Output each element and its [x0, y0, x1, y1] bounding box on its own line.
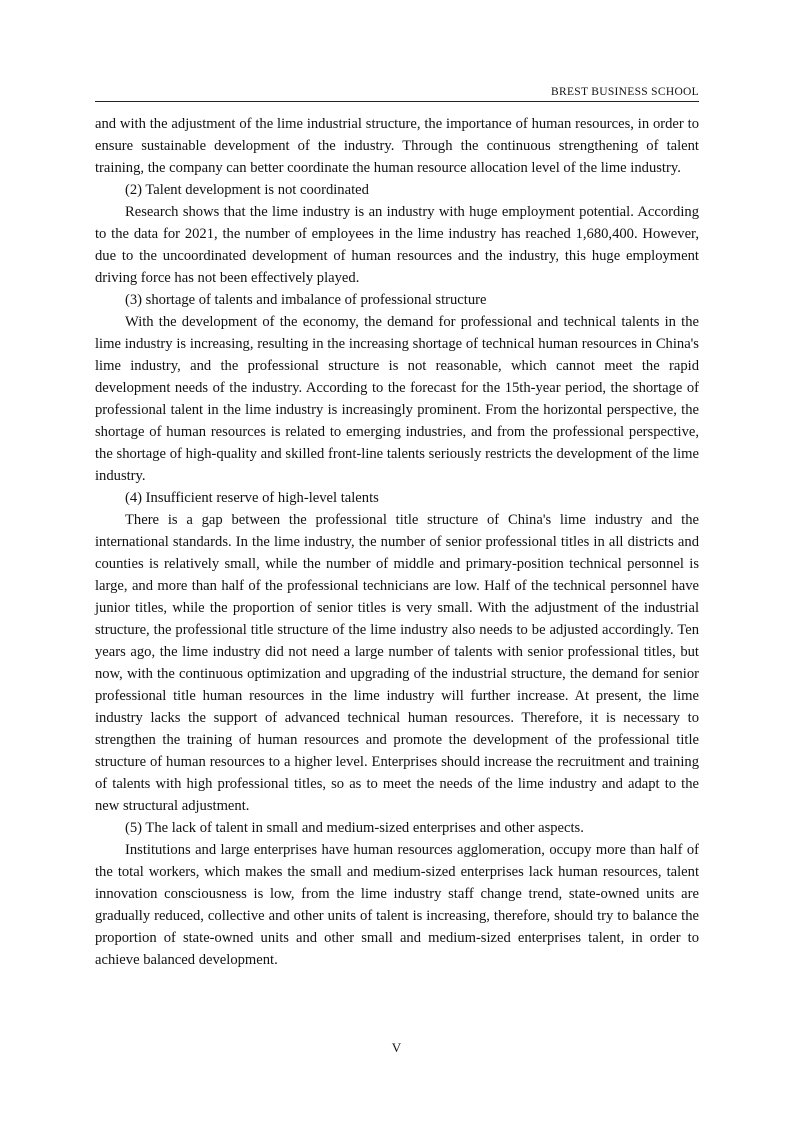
section-heading-high-level-talents: (4) Insufficient reserve of high-level talents [125, 490, 379, 506]
paragraph-shortage: With the development of the economy, the demand for professional and technical talents in the lime industry is increasing, resulting in the increasing shortage of technical human resources in China's lime industry, and the professional structure is not reasonable, which cannot meet the rapid development needs of the industry. According to the forecast for the 15th-year period, the shortage of professional talent in the lime industry is increasingly prominent. From the horizontal perspective, the shortage of human resources is related to emerging industries, and from the professional perspective, the shortage of high-quality and skilled front-line talents seriously restricts the development of the lime industry. [95, 314, 699, 484]
paragraph-high-level-talents: There is a gap between the professional title structure of China's lime industry and the international standards. In the lime industry, the number of senior professional titles in all districts and counties is relatively small, while the number of middle and primary-position technical personnel is large, and more than half of the professional technicians are low. Half of the technical personnel have junior titles, while the proportion of senior titles is very small. With the adjustment of the industrial structure, the professional title structure of the lime industry also needs to be adjusted accordingly. Ten years ago, the lime industry did not need a large number of talents with senior professional titles, but now, with the continuous optimization and upgrading of the industrial structure, the demand for senior professional title human resources in the lime industry will further increase. At present, the lime industry lacks the support of advanced technical human resources. Therefore, it is necessary to strengthen the training of human resources and promote the development of the professional title structure of human resources to a higher level. Enterprises should increase the recruitment and training of talents with high professional titles, so as to meet the needs of the lime industry and adapt to the new structural adjustment. [95, 512, 699, 814]
header-rule [95, 101, 699, 102]
paragraph-employment-potential: Research shows that the lime industry is an industry with huge employment potential. According to the data for 2021, the number of employees in the lime industry has reached 1,680,400. However, due to the uncoordinated development of human resources and the industry, this huge employment driving force has not been effectively played. [95, 204, 699, 286]
section-heading-shortage: (3) shortage of talents and imbalance of professional structure [125, 292, 487, 308]
running-header: BREST BUSINESS SCHOOL [551, 86, 699, 98]
paragraph-small-medium-enterprises: Institutions and large enterprises have human resources agglomeration, occupy more than half of the total workers, which makes the small and medium-sized enterprises lack human resources, talent innovation consciousness is low, from the lime industry staff change trend, state-owned units are gradually reduced, collective and other units of talent is increasing, therefore, should try to balance the proportion of state-owned units and other small and medium-sized enterprises talent, in order to achieve balanced development. [95, 842, 699, 968]
paragraph-continuation: and with the adjustment of the lime industrial structure, the importance of human resources, in order to ensure sustainable development of the industry. Through the continuous strengthening of talent training, the company can better coordinate the human resource allocation level of the lime industry. [95, 116, 699, 176]
page-body [95, 113, 699, 971]
section-heading-talent-development: (2) Talent development is not coordinated [125, 182, 369, 198]
section-heading-small-medium-enterprises: (5) The lack of talent in small and medium-sized enterprises and other aspects. [125, 820, 584, 836]
page-number: V [391, 1040, 402, 1055]
